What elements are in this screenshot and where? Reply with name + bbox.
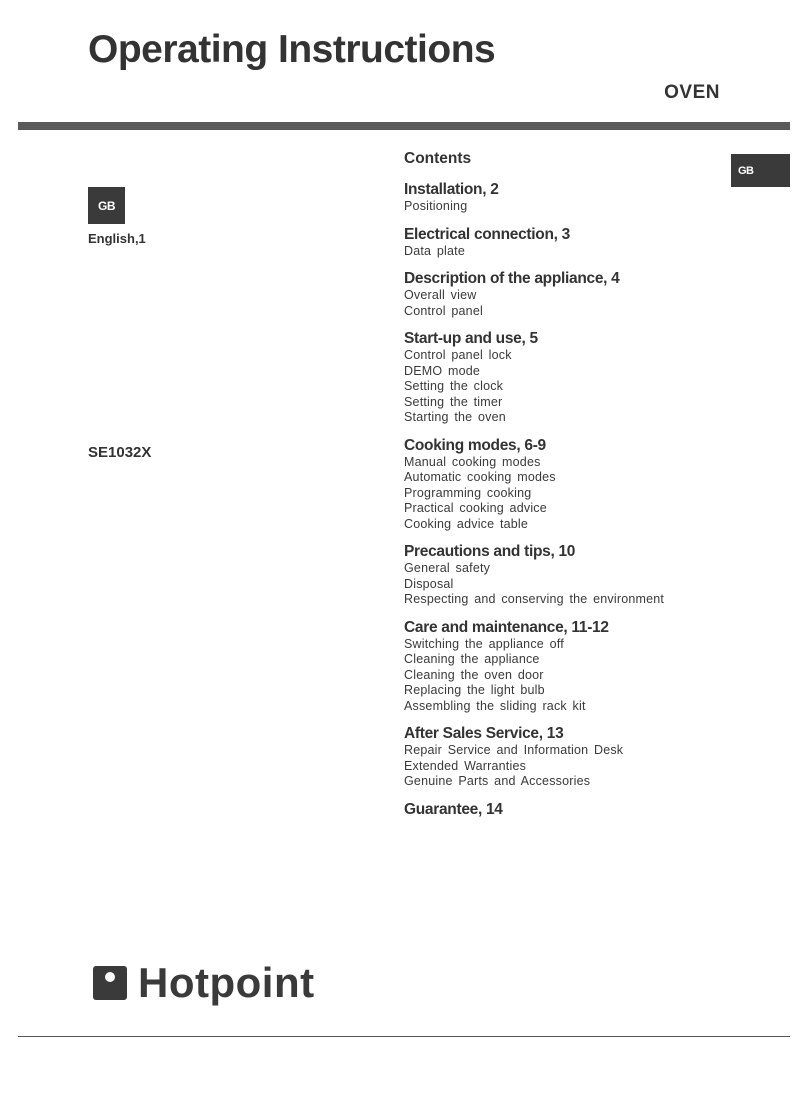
toc-item[interactable]: Overall view (404, 288, 477, 302)
toc-section-heading[interactable]: Start-up and use, 5 (404, 330, 538, 347)
toc-item-list (404, 743, 734, 790)
brand-logo (93, 958, 315, 1008)
toc-sections (404, 180, 734, 819)
toc-item[interactable]: Assembling the sliding rack kit (404, 698, 586, 713)
toc-section (404, 724, 734, 790)
product-type-label: OVEN (664, 82, 720, 103)
model-number: SE1032X (88, 444, 152, 461)
brand-name: Hotpoint (138, 959, 315, 1006)
toc-item[interactable]: Setting the clock (404, 379, 504, 393)
toc-section (404, 618, 734, 715)
toc-section-heading[interactable]: Electrical connection, 3 (404, 225, 570, 243)
toc-item[interactable]: Starting the oven (404, 410, 506, 424)
header-divider (18, 122, 790, 130)
toc-section-heading[interactable]: Guarantee, 14 (404, 800, 503, 818)
toc-item[interactable]: DEMO mode (404, 363, 481, 378)
toc-item[interactable]: Disposal (404, 576, 454, 591)
toc-section (404, 269, 734, 319)
toc-item[interactable]: Automatic cooking modes (404, 470, 556, 484)
toc-item[interactable]: Programming cooking (404, 485, 532, 500)
hotpoint-logo-icon (93, 966, 127, 1000)
toc-section-heading[interactable]: After Sales Service, 13 (404, 725, 564, 742)
toc-section-heading[interactable]: Description of the appliance, 4 (404, 270, 620, 287)
language-badge: GB (88, 187, 125, 224)
toc-item[interactable]: Data plate (404, 243, 465, 258)
toc-item-list (404, 561, 734, 608)
toc-item[interactable]: Respecting and conserving the environment (404, 592, 665, 606)
toc-item-list (404, 348, 734, 426)
toc-item[interactable]: Switching the appliance off (404, 636, 564, 651)
toc-section (404, 225, 734, 260)
toc-item-list (404, 199, 734, 215)
toc-item[interactable]: Cleaning the appliance (404, 652, 540, 666)
toc-section (404, 180, 734, 215)
toc-item[interactable]: Extended Warranties (404, 758, 527, 773)
toc-section-heading[interactable]: Precautions and tips, 10 (404, 543, 576, 560)
language-page-link[interactable]: English,1 (88, 231, 146, 246)
toc-item-list (404, 288, 734, 319)
toc-section-heading[interactable]: Cooking modes, 6-9 (404, 436, 546, 454)
toc-section (404, 800, 734, 819)
toc-item[interactable]: Genuine Parts and Accessories (404, 774, 591, 788)
contents-heading: Contents (404, 150, 472, 167)
toc-item[interactable]: General safety (404, 561, 491, 575)
toc-section-heading[interactable]: Installation, 2 (404, 181, 499, 198)
toc-item[interactable]: Manual cooking modes (404, 454, 541, 469)
toc-item[interactable]: Setting the timer (404, 394, 503, 409)
toc-item[interactable]: Practical cooking advice (404, 501, 547, 515)
toc-item-list (404, 455, 734, 533)
toc-item-list (404, 244, 734, 260)
toc-item[interactable]: Control panel lock (404, 348, 512, 362)
toc-section-heading[interactable]: Care and maintenance, 11-12 (404, 618, 609, 636)
toc-section (404, 329, 734, 426)
language-side-tab: GB (731, 154, 790, 187)
toc-section (404, 542, 734, 608)
toc-section (404, 436, 734, 533)
toc-item[interactable]: Cooking advice table (404, 516, 529, 531)
toc-item[interactable]: Replacing the light bulb (404, 683, 545, 697)
table-of-contents (404, 150, 734, 829)
toc-item-list (404, 637, 734, 715)
toc-item[interactable]: Cleaning the oven door (404, 667, 544, 682)
footer-divider (18, 1036, 790, 1037)
page-title: Operating Instructions (88, 28, 496, 71)
toc-item[interactable]: Control panel (404, 303, 483, 318)
toc-item[interactable]: Repair Service and Information Desk (404, 743, 624, 757)
toc-item[interactable]: Positioning (404, 199, 468, 213)
